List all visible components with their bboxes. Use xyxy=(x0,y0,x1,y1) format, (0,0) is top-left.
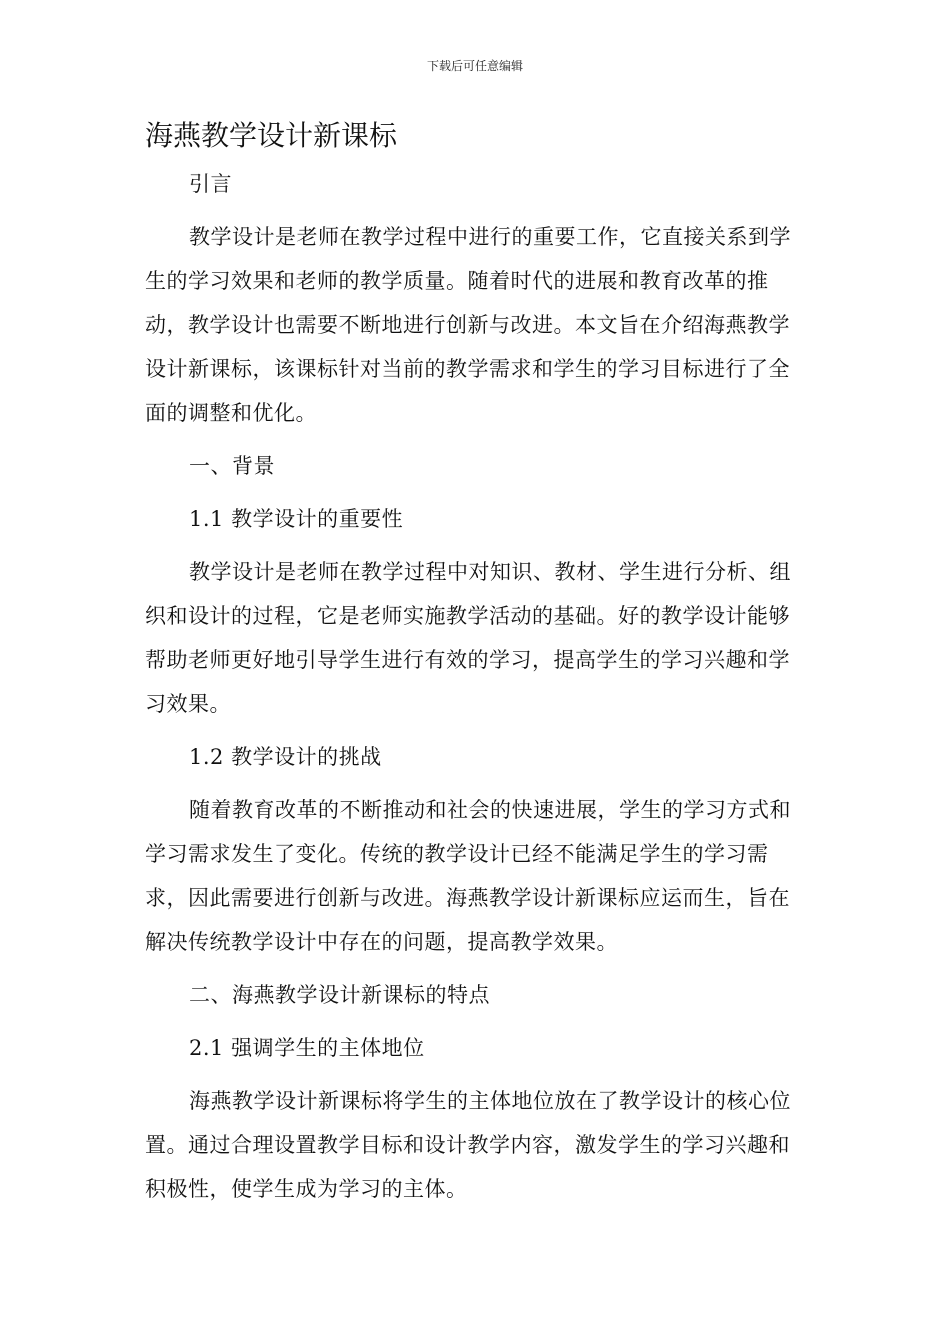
page-header: 下载后可任意编辑 xyxy=(426,59,523,73)
subsection-heading-1-1: 1.1 教学设计的重要性 xyxy=(189,507,404,531)
document-title: 海燕教学设计新课标 xyxy=(145,119,398,152)
subsection-heading-2-1: 2.1 强调学生的主体地位 xyxy=(189,1036,425,1060)
section-heading-intro: 引言 xyxy=(189,172,232,196)
paragraph-intro: 教学设计是老师在教学过程中进行的重要工作，它直接关系到学生的学习效果和老师的教学质量。随着时代的进展和教育改革的推动，教学设计也需要不断地进行创新与改进。本文旨在介绍海燕教学设计新课标，该课标针对当前的教学需求和学生的学习目标进行了全面的调整和优化。 xyxy=(145,225,791,425)
paragraph-1-2: 随着教育改革的不断推动和社会的快速进展，学生的学习方式和学习需求发生了变化。传统的教学设计已经不能满足学生的学习需求，因此需要进行创新与改进。海燕教学设计新课标应运而生，旨在解决传统教学设计中存在的问题，提高教学效果。 xyxy=(145,798,791,954)
section-heading-features: 二、海燕教学设计新课标的特点 xyxy=(189,983,490,1007)
section-heading-background: 一、背景 xyxy=(189,454,275,478)
paragraph-1-1: 教学设计是老师在教学过程中对知识、教材、学生进行分析、组织和设计的过程，它是老师实施教学活动的基础。好的教学设计能够帮助老师更好地引导学生进行有效的学习，提高学生的学习兴趣和学习效果。 xyxy=(145,560,791,716)
subsection-heading-1-2: 1.2 教学设计的挑战 xyxy=(189,745,382,769)
document-body xyxy=(145,162,795,1220)
paragraph-2-1: 海燕教学设计新课标将学生的主体地位放在了教学设计的核心位置。通过合理设置教学目标和设计教学内容，激发学生的学习兴趣和积极性，使学生成为学习的主体。 xyxy=(145,1089,791,1201)
